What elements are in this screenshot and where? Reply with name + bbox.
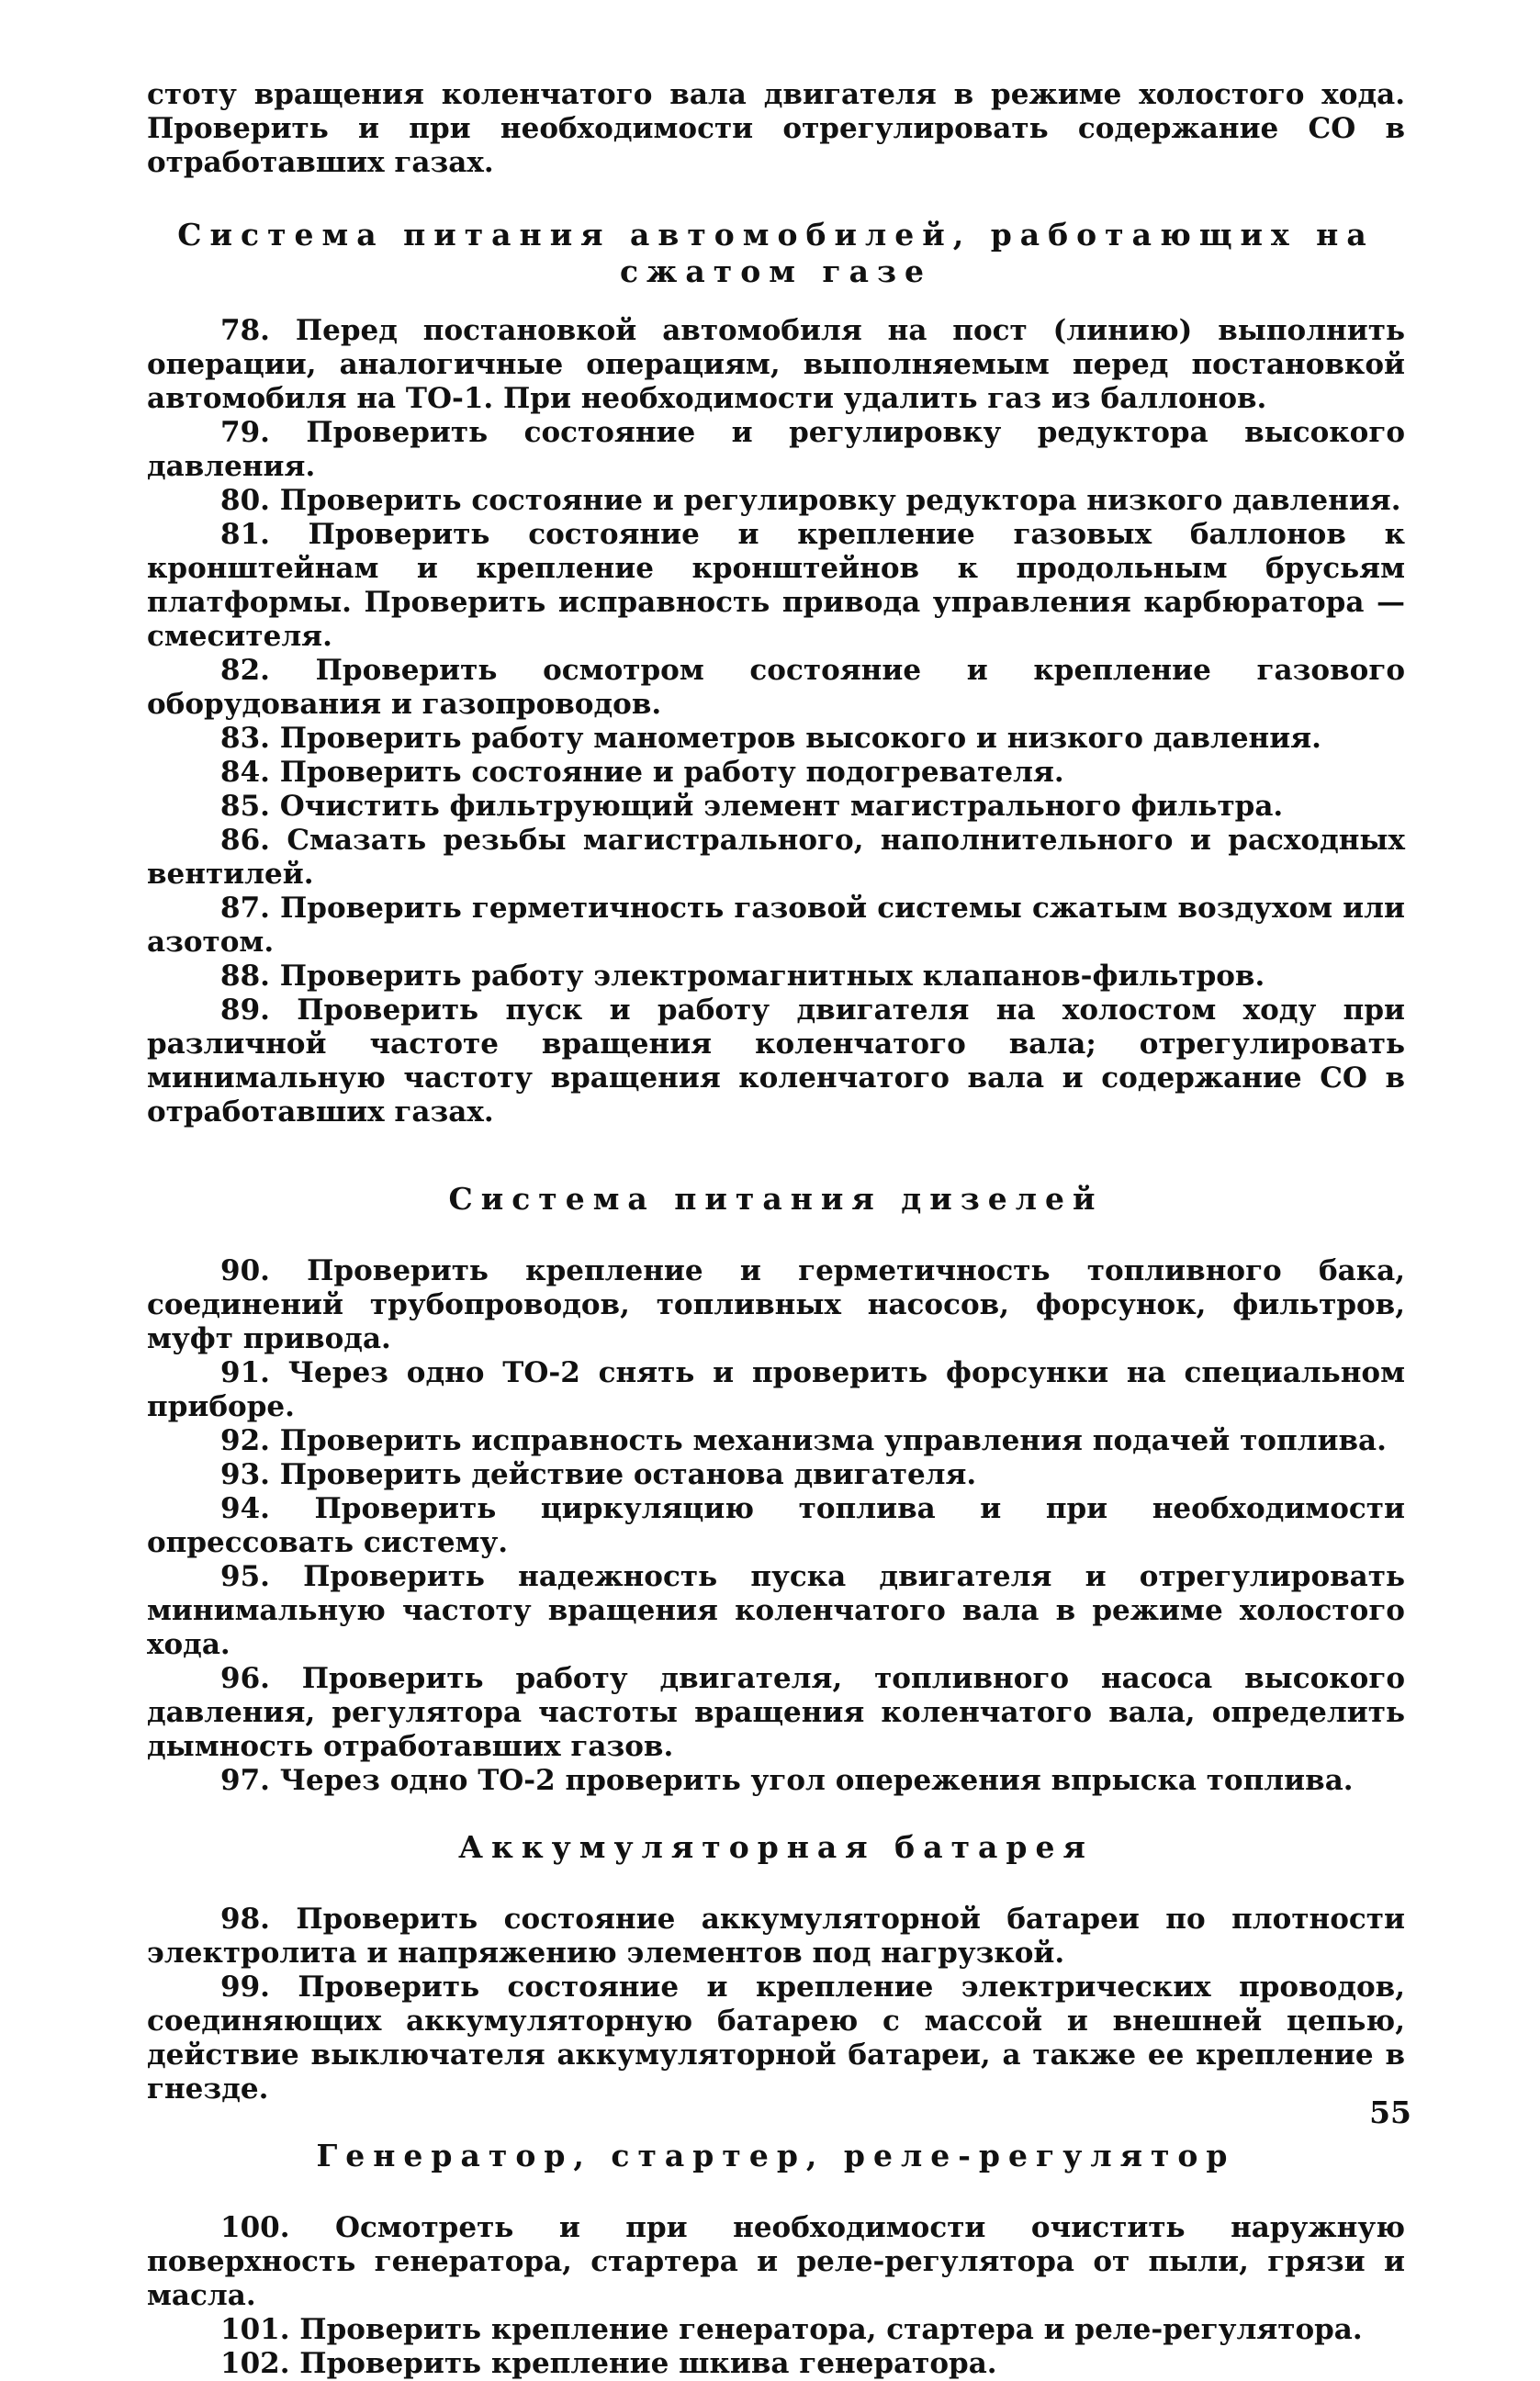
- list-item: 87. Проверить герметичность газовой системы сжатым воздухом или азотом.: [147, 892, 1405, 959]
- document-page: [147, 78, 1405, 2381]
- section-title: Система питания автомобилей, работающих на сжатом газе: [177, 217, 1375, 289]
- intro-paragraph: стоту вращения коленчатого вала двигателя в режиме холостого хода. Проверить и при необходимости отрегулировать содержание СО в отработавших газах.: [147, 78, 1405, 179]
- list-item: 95. Проверить надежность пуска двигателя и отрегулировать минимальную частоту вращения коленчатого вала в режиме холостого хода.: [147, 1560, 1405, 1661]
- section-gas-fuel-system: [147, 217, 1405, 1129]
- list-item: 99. Проверить состояние и крепление электрических проводов, соединяющих аккумуляторную батарею с массой и внешней цепью, действие выключателя аккумуляторной батареи, а также ее крепление в гнезде.: [147, 1971, 1405, 2106]
- list-item: 93. Проверить действие останова двигателя.: [220, 1458, 977, 1491]
- list-item: 81. Проверить состояние и крепление газовых баллонов к кронштейнам и крепление кронштейнов к продольным брусьям платформы. Проверить исправность привода управления карбюратора — смесителя.: [147, 518, 1405, 653]
- section-title: Система питания дизелей: [448, 1181, 1104, 1217]
- section-diesel-fuel-system: [147, 1181, 1405, 1798]
- list-item: 82. Проверить осмотром состояние и крепление газового оборудования и газопроводов.: [147, 654, 1405, 721]
- section-battery: [147, 1829, 1405, 2106]
- section-generator-starter: [147, 2138, 1405, 2381]
- list-item: 96. Проверить работу двигателя, топливного насоса высокого давления, регулятора частоты вращения коленчатого вала, определить дымность отработавших газов.: [147, 1662, 1405, 1763]
- list-item: 97. Через одно ТО-2 проверить угол опережения впрыска топлива.: [220, 1764, 1354, 1797]
- list-item: 80. Проверить состояние и регулировку редуктора низкого давления.: [220, 484, 1401, 517]
- list-item: 90. Проверить крепление и герметичность топливного бака, соединений трубопроводов, топливных насосов, форсунок, фильтров, муфт привода.: [147, 1254, 1405, 1355]
- list-item: 86. Смазать резьбы магистрального, наполнительного и расходных вентилей.: [147, 824, 1405, 891]
- list-item: 84. Проверить состояние и работу подогревателя.: [220, 756, 1064, 789]
- list-item: 102. Проверить крепление шкива генератора.: [220, 2347, 997, 2380]
- list-item: 79. Проверить состояние и регулировку редуктора высокого давления.: [147, 416, 1405, 483]
- list-item: 89. Проверить пуск и работу двигателя на холостом ходу при различной частоте вращения коленчатого вала; отрегулировать минимальную частоту вращения коленчатого вала и содержание СО в отработавших газах.: [147, 994, 1405, 1129]
- list-item: 91. Через одно ТО-2 снять и проверить форсунки на специальном приборе.: [147, 1356, 1405, 1423]
- section-title: Аккумуляторная батарея: [458, 1829, 1094, 1865]
- list-item: 92. Проверить исправность механизма управления подачей топлива.: [220, 1424, 1387, 1457]
- list-item: 100. Осмотреть и при необходимости очистить наружную поверхность генератора, стартера и реле-регулятора от пыли, грязи и масла.: [147, 2211, 1405, 2312]
- page-number: 55: [1369, 2095, 1411, 2130]
- list-item: 98. Проверить состояние аккумуляторной батареи по плотности электролита и напряжению элементов под нагрузкой.: [147, 1903, 1405, 1970]
- list-item: 94. Проверить циркуляцию топлива и при необходимости опрессовать систему.: [147, 1492, 1405, 1559]
- list-item: 88. Проверить работу электромагнитных клапанов-фильтров.: [220, 960, 1265, 993]
- list-item: 83. Проверить работу манометров высокого и низкого давления.: [220, 722, 1321, 755]
- list-item: 101. Проверить крепление генератора, стартера и реле-регулятора.: [220, 2313, 1363, 2346]
- section-title: Генератор, стартер, реле-регулятор: [316, 2138, 1236, 2173]
- list-item: 78. Перед постановкой автомобиля на пост (линию) выполнить операции, аналогичные операциям, выполняемым перед постановкой автомобиля на ТО-1. При необходимости удалить газ из баллонов.: [147, 314, 1405, 415]
- list-item: 85. Очистить фильтрующий элемент магистрального фильтра.: [220, 790, 1284, 823]
